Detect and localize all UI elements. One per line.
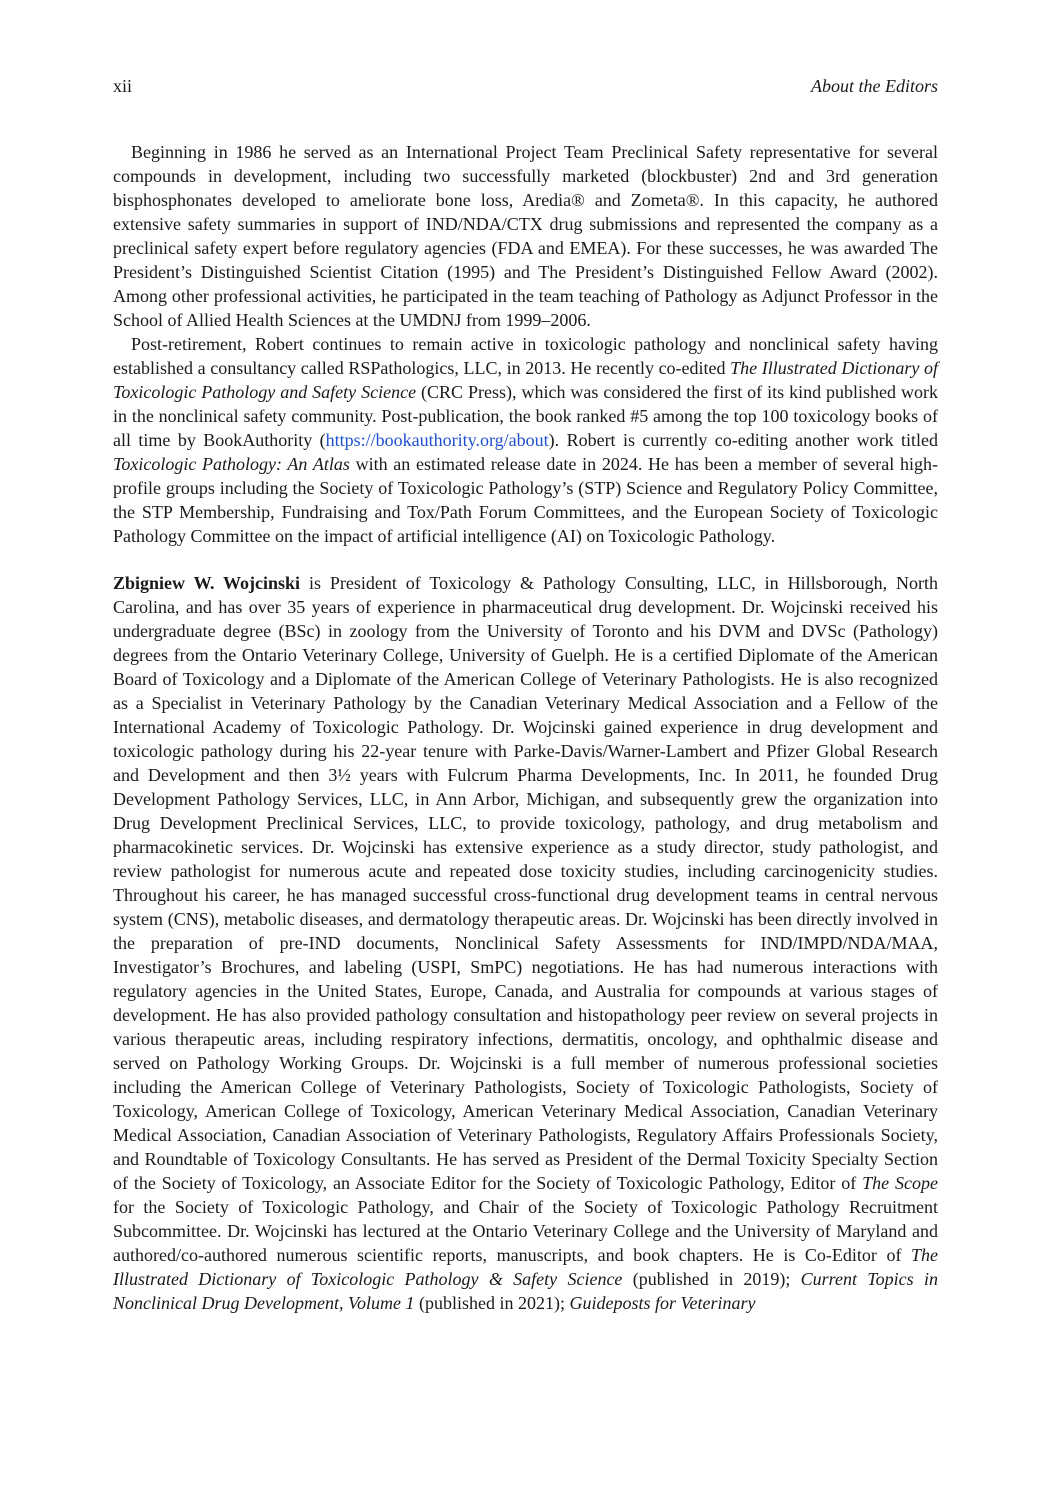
running-header [113,74,938,98]
paragraph-wojcinski-bio [113,571,938,1315]
bookauthority-link[interactable]: https://bookauthority.org/about [325,430,549,450]
text-run: (published in 2021); [414,1293,570,1313]
text-run: with an estimated release date in 2024. He has been a member of several high-profile groups including the Society of Toxicologic Pathology’s (STP) Science and Regulatory Policy Committee, the STP Membership, Fundraising and Tox/Path Forum Committees, and the European Society of Toxicologic Pathology Committee on the impact of artificial intelligence (AI) on Toxicologic Pathology. [113,454,939,546]
book-title: The Illustrated Dictionary of Toxicologic Pathology and Safety Science [113,358,938,402]
text-run: (CRC Press), which was considered the first of its kind published work in the nonclinical safety community. Post-publication, the book ranked #5 among the top 100 toxicology books of all time by BookAuthority ( [113,382,938,450]
text-run: (published in 2019); [622,1269,801,1289]
book-title: The Illustrated Dictionary of Toxicologic Pathology & Safety Science [113,1245,938,1289]
paragraph-career-highlights [113,140,938,332]
book-title: Guideposts for Veterinary [569,1293,756,1313]
running-section-title: About the Editors [811,76,938,96]
text-run: for the Society of Toxicologic Pathology, and Chair of the Society of Toxicologic Pathology Recruitment Subcommittee. Dr. Wojcinski has lectured at the Ontario Veterinary College and the University of Maryland and authored/co-authored numerous scientific reports, manuscripts, and book chapters. He is Co-Editor of [113,1197,938,1265]
editor-name: Zbigniew W. Wojcinski [113,573,301,593]
paragraph-text: Beginning in 1986 he served as an International Project Team Preclinical Safety representative for several compounds in development, including two successfully marketed (blockbuster) 2nd and 3rd generation bisphosphonates developed to ameliorate bone loss, Aredia® and Zometa®. In this capacity, he authored extensive safety summaries in support of IND/NDA/CTX drug submissions and represented the company as a preclinical safety expert before regulatory agencies (FDA and EMEA). For these successes, he was awarded The President’s Distinguished Scientist Citation (1995) and The President’s Distinguished Fellow Award (2002). Among other professional activities, he participated in the team teaching of Pathology as Adjunct Professor in the School of Allied Health Sciences at the UMDNJ from 1999–2006. [113,142,938,330]
book-title: Current Topics in Nonclinical Drug Development, Volume 1 [113,1269,938,1313]
text-run: ). Robert is currently co-editing another work titled [548,430,938,450]
text-run: Post-retirement, Robert continues to remain active in toxicologic pathology and nonclinical safety having established a consultancy called RSPathologics, LLC, in 2013. He recently co-edited [113,334,938,378]
book-title: Toxicologic Pathology: An Atlas [113,454,350,474]
journal-title: The Scope [862,1173,938,1193]
paragraph-post-retirement [113,332,938,548]
text-run: is President of Toxicology & Pathology Consulting, LLC, in Hillsborough, North Carolina, and has over 35 years of experience in pharmaceutical drug development. Dr. Wojcinski received his undergraduate degree (BSc) in zoology from the University of Toronto and his DVM and DVSc (Pathology) degrees from the Ontario Veterinary College, University of Guelph. He is a certified Diplomate of the American Board of Toxicology and a Diplomate of the American College of Veterinary Pathologists. He is also recognized as a Specialist in Veterinary Pathology by the Canadian Veterinary Medical Association and a Fellow of the International Academy of Toxicologic Pathology. Dr. Wojcinski gained experience in drug development and toxicologic pathology during his 22-year tenure with Parke-Davis/Warner-Lambert and Pfizer Global Research and Development and then 3½ years with Fulcrum Pharma Developments, Inc. In 2011, he founded Drug Development Pathology Services, LLC, in Ann Arbor, Michigan, and subsequently grew the organization into Drug Development Preclinical Services, LLC, to provide toxicology, pathology, and drug metabolism and pharmacokinetic services. Dr. Wojcinski has extensive experience as a study director, study pathologist, and review pathologist for numerous acute and repeated dose toxicity studies, including carcinogenicity studies. Throughout his career, he has managed successful cross-functional drug development teams in central nervous system (CNS), metabolic diseases, and dermatology therapeutic areas. Dr. Wojcinski has been directly involved in the preparation of pre-IND documents, Nonclinical Safety Assessments for IND/IMPD/NDA/MAA, Investigator’s Brochures, and labeling (USPI, SmPC) negotiations. He has had numerous interactions with regulatory agencies in the United States, Europe, Canada, and Australia for compounds at various stages of development. He has also provided pathology consultation and histopathology peer review on several projects in various therapeutic areas, including respiratory infections, dermatitis, oncology, and ophthalmic disease and served on Pathology Working Groups. Dr. Wojcinski is a full member of numerous professional societies including the American College of Veterinary Pathologists, Society of Toxicologic Pathologists, Society of Toxicology, American College of Toxicology, American Veterinary Medical Association, Canadian Veterinary Medical Association, Canadian Association of Veterinary Pathologists, Regulatory Affairs Professionals Society, and Roundtable of Toxicology Consultants. He has served as President of the Dermal Toxicity Specialty Section of the Society of Toxicology, an Associate Editor for the Society of Toxicologic Pathology, Editor of [113,573,939,1193]
paragraph-spacer [113,548,938,571]
page-number: xii [113,76,133,96]
body-text [113,140,938,1315]
